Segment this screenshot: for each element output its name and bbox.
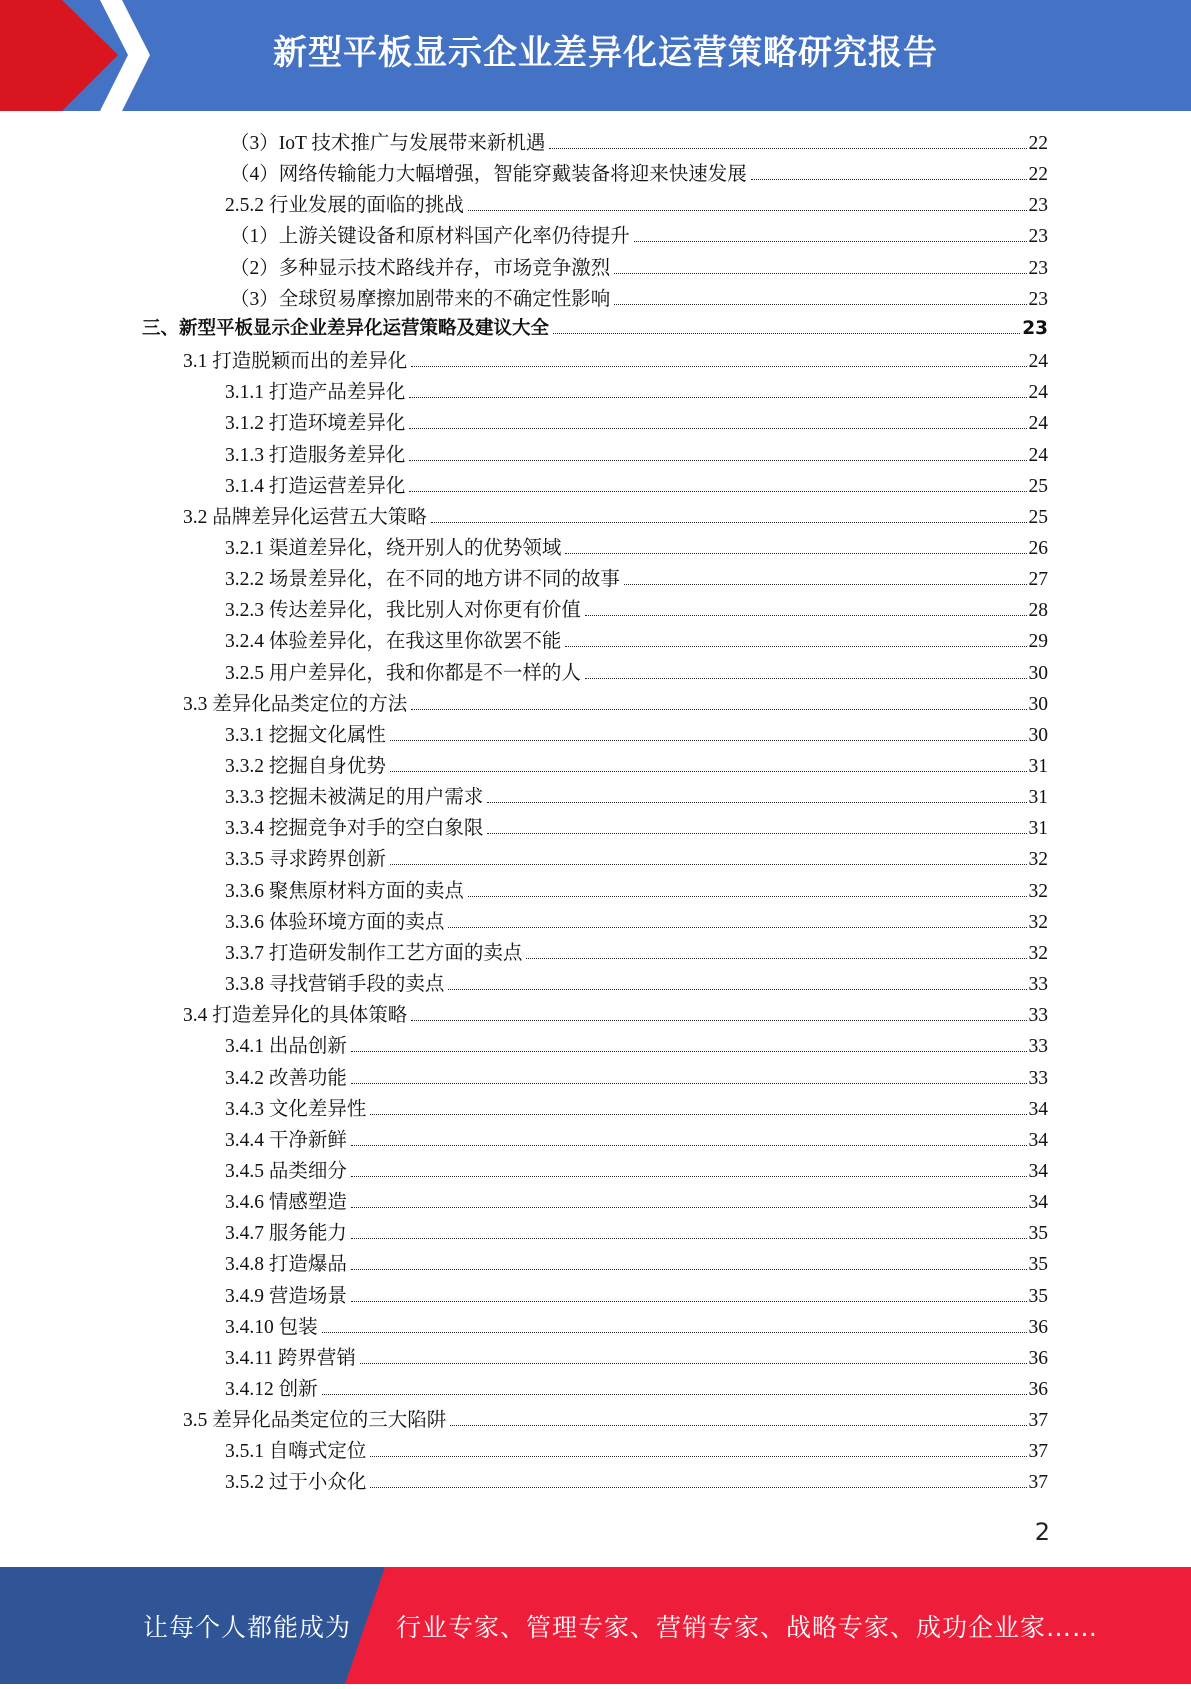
toc-entry-page: 31	[1028, 818, 1048, 840]
toc-entry-page: 33	[1028, 1067, 1048, 1089]
toc-entry-title: 3.3.7 打造研发制作工艺方面的卖点	[225, 942, 523, 964]
toc-entry-title: 3.3.6 体验环境方面的卖点	[225, 911, 445, 933]
toc-dot-leader	[448, 988, 1026, 990]
toc-entry-title: （3）IoT 技术推广与发展带来新机遇	[230, 133, 546, 154]
toc-entry[interactable]	[183, 501, 1048, 532]
toc-entry-page: 33	[1028, 1005, 1048, 1027]
toc-dot-leader	[585, 677, 1027, 679]
toc-entry-page: 37	[1028, 1441, 1048, 1463]
toc-entry[interactable]	[225, 1373, 1048, 1404]
toc-entry-title: 3.2.1 渠道差异化，绕开别人的优势领域	[225, 537, 562, 559]
toc-entry[interactable]	[225, 563, 1048, 594]
toc-entry-page: 24	[1028, 444, 1048, 466]
toc-entry-title: 3.3 差异化品类定位的方法	[183, 693, 408, 715]
toc-dot-leader	[351, 1175, 1027, 1177]
toc-entry-title: 3.4.8 打造爆品	[225, 1254, 347, 1276]
toc-entry-title: 2.5.2 行业发展的面临的挑战	[225, 195, 464, 217]
page-footer	[0, 1567, 1191, 1684]
toc-dot-leader	[322, 1393, 1027, 1395]
toc-entry-title: 3.2.2 场景差异化，在不同的地方讲不同的故事	[225, 569, 620, 591]
toc-dot-leader	[322, 1331, 1027, 1333]
toc-entry[interactable]	[225, 1093, 1048, 1124]
toc-entry-page: 28	[1028, 600, 1048, 622]
toc-entry-title: 3.3.4 挖掘竞争对手的空白象限	[225, 818, 484, 840]
toc-dot-leader	[448, 926, 1026, 928]
toc-entry[interactable]	[230, 220, 1048, 251]
toc-entry[interactable]	[225, 968, 1048, 999]
toc-entry[interactable]	[183, 345, 1048, 376]
toc-entry[interactable]	[225, 189, 1048, 220]
toc-entry[interactable]	[225, 407, 1048, 438]
toc-entry[interactable]	[183, 1404, 1048, 1435]
footer-slogan-left: 让每个人都能成为	[143, 1613, 352, 1642]
toc-entry[interactable]	[225, 1342, 1048, 1373]
toc-entry-page: 32	[1028, 911, 1048, 933]
toc-entry-page: 37	[1028, 1410, 1048, 1432]
toc-dot-leader	[751, 178, 1027, 180]
toc-entry-title: （1）上游关键设备和原材料国产化率仍待提升	[230, 226, 630, 248]
page-number: 2	[1034, 1518, 1050, 1546]
toc-entry-page: 27	[1028, 569, 1048, 591]
toc-entry-title: 3.4.10 包装	[225, 1316, 318, 1338]
toc-entry-page: 30	[1028, 724, 1048, 746]
toc-entry-title: 3.1.4 打造运营差异化	[225, 475, 406, 497]
toc-entry[interactable]	[230, 158, 1048, 189]
toc-entry[interactable]	[225, 1030, 1048, 1061]
toc-dot-leader	[634, 240, 1027, 242]
toc-entry[interactable]	[225, 812, 1048, 843]
toc-dot-leader	[565, 552, 1026, 554]
toc-entry-title: 3.4.7 服务能力	[225, 1223, 347, 1245]
toc-entry-page: 26	[1028, 537, 1048, 559]
toc-entry-page: 33	[1028, 974, 1048, 996]
toc-entry-page: 32	[1028, 880, 1048, 902]
toc-dot-leader	[409, 459, 1026, 461]
toc-entry[interactable]	[225, 1217, 1048, 1248]
toc-entry-page: 29	[1028, 631, 1048, 653]
toc-entry-title: 3.5.2 过于小众化	[225, 1472, 367, 1494]
toc-entry-title: 3.4.11 跨界营销	[225, 1347, 356, 1369]
toc-entry-title: 3.5 差异化品类定位的三大陷阱	[183, 1410, 447, 1432]
toc-entry-title: 3.3.1 挖掘文化属性	[225, 724, 386, 746]
toc-entry[interactable]	[225, 1280, 1048, 1311]
toc-entry-page: 35	[1028, 1223, 1048, 1245]
toc-entry-title: 3.4.4 干净新鲜	[225, 1129, 347, 1151]
toc-entry-title: （4）网络传输能力大幅增强，智能穿戴装备将迎来快速发展	[230, 164, 747, 186]
toc-entry[interactable]	[225, 470, 1048, 501]
toc-entry[interactable]	[225, 906, 1048, 937]
toc-entry-title: 3.4.12 创新	[225, 1379, 318, 1400]
toc-entry[interactable]	[225, 625, 1048, 656]
toc-dot-leader	[390, 770, 1027, 772]
toc-dot-leader	[351, 1237, 1027, 1239]
toc-entry[interactable]	[225, 1155, 1048, 1186]
toc-entry-title: （3）全球贸易摩擦加剧带来的不确定性影响	[230, 288, 611, 310]
toc-entry-page: 23	[1028, 195, 1048, 217]
toc-entry-page: 24	[1028, 382, 1048, 404]
toc-entry[interactable]	[225, 843, 1048, 874]
toc-entry-title: 3.1.3 打造服务差异化	[225, 444, 406, 466]
toc-entry[interactable]	[225, 937, 1048, 968]
toc-entry-page: 25	[1028, 506, 1048, 528]
toc-entry-page: 31	[1028, 756, 1048, 777]
toc-dot-leader	[549, 147, 1026, 149]
toc-entry-title: （2）多种显示技术路线并存，市场竞争激烈	[230, 257, 611, 279]
toc-dot-leader	[351, 1144, 1027, 1146]
document-title: 新型平板显示企业差异化运营策略研究报告	[273, 33, 938, 73]
toc-entry[interactable]	[225, 439, 1048, 470]
page-header	[0, 0, 1191, 111]
toc-dot-leader	[624, 583, 1027, 585]
toc-entry[interactable]	[225, 1124, 1048, 1155]
toc-entry[interactable]	[230, 127, 1048, 158]
toc-dot-leader	[351, 1050, 1027, 1052]
toc-entry-page: 34	[1028, 1192, 1048, 1214]
toc-entry[interactable]	[230, 252, 1048, 283]
toc-dot-leader	[565, 645, 1026, 647]
toc-entry-page: 23	[1022, 317, 1048, 339]
toc-entry-page: 24	[1028, 351, 1048, 373]
toc-entry[interactable]	[225, 594, 1048, 625]
toc-entry-page: 24	[1028, 413, 1048, 435]
toc-entry-page: 35	[1028, 1254, 1048, 1276]
toc-entry-title: 3.4 打造差异化的具体策略	[183, 1005, 408, 1027]
toc-entry[interactable]	[183, 999, 1048, 1030]
toc-dot-leader	[585, 614, 1027, 616]
toc-dot-leader	[411, 708, 1026, 710]
toc-dot-leader	[370, 1486, 1026, 1488]
toc-dot-leader	[351, 1082, 1027, 1084]
toc-entry-title: 3.4.5 品类细分	[225, 1160, 347, 1182]
toc-dot-leader	[409, 427, 1026, 429]
toc-entry-page: 30	[1028, 693, 1048, 715]
toc-entry-title: 3.1.2 打造环境差异化	[225, 413, 406, 435]
toc-entry[interactable]	[225, 750, 1048, 781]
toc-entry-page: 25	[1028, 475, 1048, 497]
toc-dot-leader	[351, 1300, 1027, 1302]
toc-dot-leader	[409, 396, 1026, 398]
toc-dot-leader	[450, 1424, 1026, 1426]
toc-entry-title: 3.4.1 出品创新	[225, 1036, 347, 1058]
toc-entry[interactable]	[225, 1186, 1048, 1217]
toc-entry-page: 23	[1028, 288, 1048, 310]
toc-entry[interactable]	[225, 376, 1048, 407]
toc-entry[interactable]	[230, 283, 1048, 314]
toc-dot-leader	[431, 521, 1027, 523]
toc-entry-title: 3.3.2 挖掘自身优势	[225, 756, 386, 777]
toc-dot-leader	[614, 272, 1026, 274]
toc-entry-page: 22	[1028, 164, 1048, 186]
toc-dot-leader	[409, 490, 1026, 492]
toc-entry-title: 3.3.5 寻求跨界创新	[225, 849, 386, 871]
footer-slogan-right: 行业专家、管理专家、营销专家、战略专家、成功企业家……	[396, 1613, 1099, 1642]
toc-entry[interactable]	[225, 657, 1048, 688]
toc-entry[interactable]	[225, 1248, 1048, 1279]
toc-entry[interactable]	[225, 532, 1048, 563]
toc-entry[interactable]	[225, 1466, 1048, 1497]
toc-entry[interactable]	[225, 1311, 1048, 1342]
toc-entry-title: 3.3.6 聚焦原材料方面的卖点	[225, 880, 464, 902]
toc-entry-title: 3.2.4 体验差异化，在我这里你欲罢不能	[225, 631, 562, 653]
toc-dot-leader	[526, 957, 1026, 959]
toc-dot-leader	[351, 1206, 1027, 1208]
toc-dot-leader	[351, 1268, 1027, 1270]
toc-entry-page: 36	[1028, 1379, 1048, 1400]
toc-entry-title: 3.4.6 情感塑造	[225, 1192, 347, 1214]
toc-entry-page: 32	[1028, 849, 1048, 871]
toc-entry-title: 3.4.9 营造场景	[225, 1285, 347, 1307]
toc-entry-page: 32	[1028, 942, 1048, 964]
toc-dot-leader	[614, 303, 1026, 305]
toc-entry[interactable]	[225, 1435, 1048, 1466]
toc-entry[interactable]	[225, 875, 1048, 906]
toc-entry-page: 23	[1028, 257, 1048, 279]
toc-dot-leader	[390, 739, 1027, 741]
toc-dot-leader	[487, 832, 1026, 834]
toc-entry-page: 34	[1028, 1160, 1048, 1182]
toc-entry-page: 23	[1028, 226, 1048, 248]
toc-entry-title: 3.4.2 改善功能	[225, 1067, 347, 1089]
toc-dot-leader	[370, 1113, 1026, 1115]
toc-entry-title: 3.2 品牌差异化运营五大策略	[183, 506, 427, 528]
toc-entry[interactable]	[142, 314, 1048, 345]
toc-entry-page: 37	[1028, 1472, 1048, 1494]
toc-entry-page: 30	[1028, 662, 1048, 684]
toc-dot-leader	[487, 801, 1026, 803]
toc-dot-leader	[468, 209, 1027, 211]
toc-entry-title: 3.3.8 寻找营销手段的卖点	[225, 974, 445, 996]
toc-dot-leader	[468, 895, 1027, 897]
toc-entry-page: 22	[1028, 133, 1048, 154]
toc-entry-page: 36	[1028, 1347, 1048, 1369]
toc-dot-leader	[390, 863, 1027, 865]
toc-entry-title: 3.2.5 用户差异化，我和你都是不一样的人	[225, 662, 581, 684]
toc-entry[interactable]	[183, 688, 1048, 719]
toc-entry-title: 3.2.3 传达差异化，我比别人对你更有价值	[225, 600, 581, 622]
toc-entry[interactable]	[225, 1062, 1048, 1093]
toc-entry[interactable]	[225, 781, 1048, 812]
toc-dot-leader	[553, 332, 1020, 334]
toc-entry-title: 3.5.1 自嗨式定位	[225, 1441, 367, 1463]
toc-entry-title: 3.3.3 挖掘未被满足的用户需求	[225, 787, 484, 809]
toc-entry[interactable]	[225, 719, 1048, 750]
toc-entry-page: 34	[1028, 1129, 1048, 1151]
toc-entry-page: 31	[1028, 787, 1048, 809]
toc-entry-title: 三、新型平板显示企业差异化运营策略及建议大全	[142, 317, 550, 339]
toc-dot-leader	[360, 1362, 1027, 1364]
toc-entry-title: 3.1 打造脱颖而出的差异化	[183, 351, 408, 373]
toc-entry-page: 36	[1028, 1316, 1048, 1338]
toc-dot-leader	[411, 1019, 1026, 1021]
toc-entry-title: 3.1.1 打造产品差异化	[225, 382, 406, 404]
toc-entry-title: 3.4.3 文化差异性	[225, 1098, 367, 1120]
toc-entry-page: 34	[1028, 1098, 1048, 1120]
toc-entry-page: 33	[1028, 1036, 1048, 1058]
toc-dot-leader	[411, 365, 1026, 367]
toc-entry-page: 35	[1028, 1285, 1048, 1307]
toc-dot-leader	[370, 1455, 1026, 1457]
